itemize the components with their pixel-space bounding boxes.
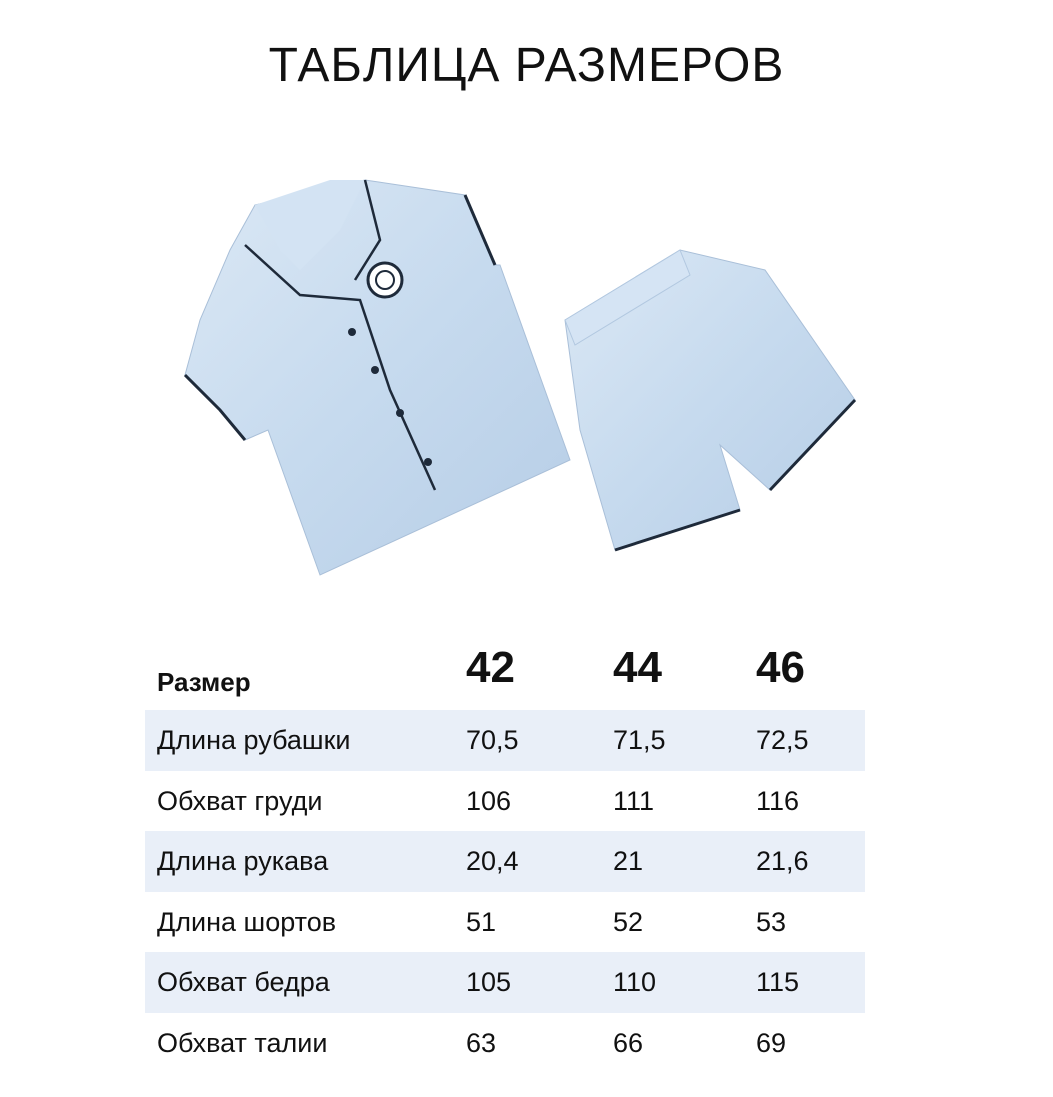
table-row (145, 771, 865, 832)
table-row (145, 710, 865, 771)
cell-value: 51 (466, 906, 497, 937)
size-table (145, 640, 865, 1073)
cell-value: 111 (613, 785, 655, 816)
table-row (145, 1013, 865, 1074)
table-row (145, 952, 865, 1013)
cell-value: 71,5 (613, 725, 666, 755)
shorts-icon (565, 250, 855, 550)
table-row (145, 892, 865, 953)
size-44-header: 44 (613, 643, 662, 692)
cell-value: 106 (466, 785, 512, 816)
pajama-illustration (160, 170, 880, 600)
table-header-row (145, 640, 865, 710)
row-label: Обхват талии (157, 1027, 328, 1058)
row-label: Обхват груди (157, 785, 323, 816)
size-42-header: 42 (466, 643, 515, 692)
cell-value: 110 (613, 967, 657, 997)
cell-value: 53 (756, 906, 787, 937)
cell-value: 21 (613, 846, 644, 876)
cell-value: 52 (613, 906, 644, 937)
cell-value: 115 (756, 967, 800, 997)
row-label: Обхват бедра (157, 967, 330, 997)
cell-value: 72,5 (756, 725, 809, 755)
page-title: ТАБЛИЦА РАЗМЕРОВ (268, 39, 785, 92)
cell-value: 20,4 (466, 846, 519, 876)
cell-value: 116 (756, 785, 800, 816)
row-label: Длина шортов (157, 906, 337, 937)
cell-value: 63 (466, 1027, 497, 1058)
cell-value: 70,5 (466, 725, 519, 755)
table-row (145, 831, 865, 892)
cell-value: 66 (613, 1027, 644, 1058)
row-label: Длина рукава (157, 846, 329, 876)
size-header-label: Размер (157, 667, 251, 697)
row-label: Длина рубашки (157, 725, 351, 755)
cell-value: 69 (756, 1027, 787, 1058)
cell-value: 105 (466, 967, 512, 997)
shirt-icon (185, 180, 570, 575)
cell-value: 21,6 (756, 846, 809, 876)
size-46-header: 46 (756, 643, 805, 692)
